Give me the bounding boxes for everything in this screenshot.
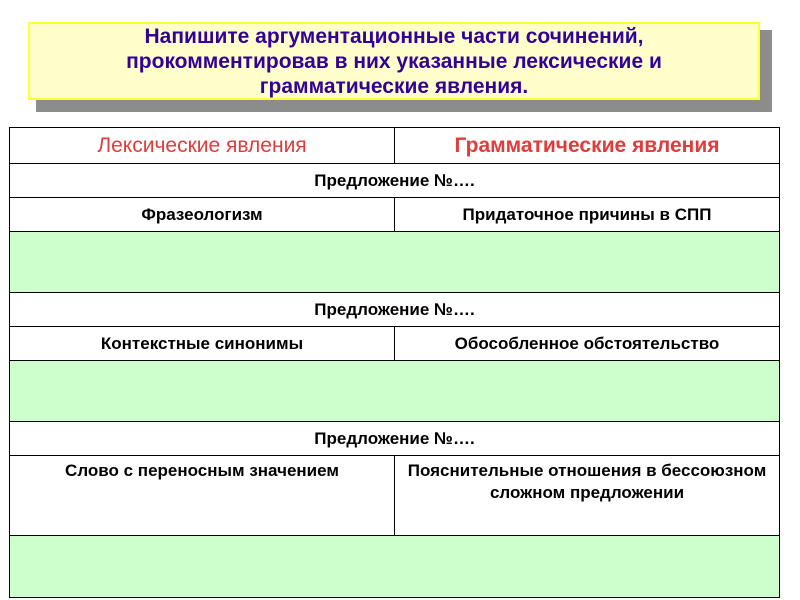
table-row (10, 293, 780, 327)
table-header-row (10, 128, 780, 164)
title-box (28, 22, 760, 100)
lexical-phenomenon-cell: Слово с переносным значением (10, 456, 395, 536)
grammatical-phenomenon-cell: Обособленное обстоятельство (395, 327, 780, 361)
table-row (10, 456, 780, 536)
lexical-phenomenon-cell: Контекстные синонимы (10, 327, 395, 361)
page-title (49, 24, 739, 99)
answer-cell[interactable] (10, 361, 780, 422)
table-row (10, 536, 780, 598)
sentence-number-cell: Предложение №…. (10, 164, 780, 198)
answer-cell[interactable] (10, 232, 780, 293)
lexical-phenomenon-cell: Фразеологизм (10, 198, 395, 232)
header-grammatical: Грамматические явления (395, 128, 780, 164)
title-line-3: грамматические явления. (259, 74, 529, 98)
grammatical-phenomenon-cell: Придаточное причины в СПП (395, 198, 780, 232)
table-row (10, 422, 780, 456)
table-row (10, 198, 780, 232)
table-row (10, 164, 780, 198)
grammatical-phenomenon-cell: Пояснительные отношения в бессоюзном сложном предложении (395, 456, 780, 536)
table-row (10, 361, 780, 422)
sentence-number-cell: Предложение №…. (10, 422, 780, 456)
title-line-2: прокомментировав в них указанные лексические и (126, 49, 662, 73)
phenomena-table (9, 127, 780, 598)
header-lexical: Лексические явления (10, 128, 395, 164)
title-line-1: Напишите аргументационные части сочинений, (144, 24, 644, 48)
table-row (10, 327, 780, 361)
sentence-number-cell: Предложение №…. (10, 293, 780, 327)
table-row (10, 232, 780, 293)
answer-cell[interactable] (10, 536, 780, 598)
